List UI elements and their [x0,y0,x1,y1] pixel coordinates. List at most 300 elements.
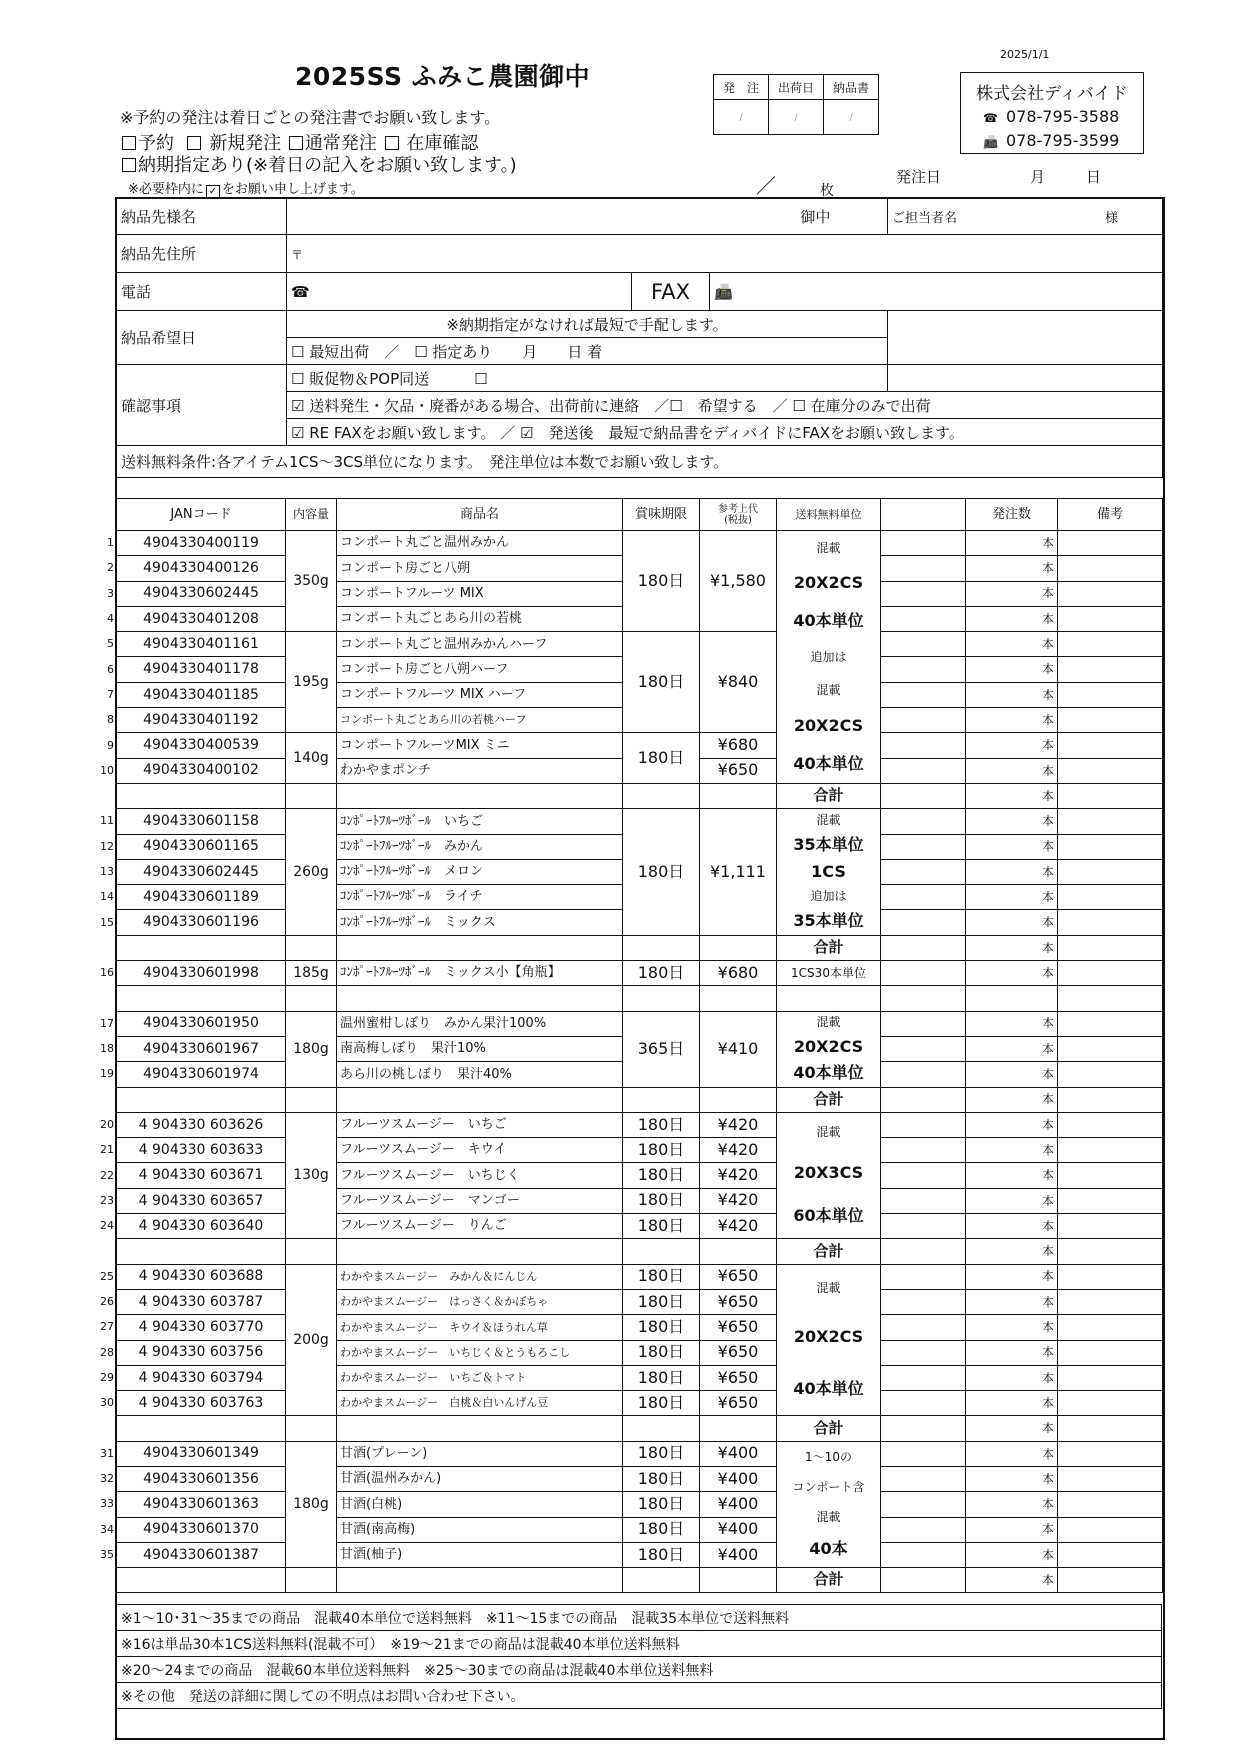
blank-cell[interactable] [881,1441,966,1466]
remarks-cell[interactable] [1058,708,1163,733]
remarks-cell[interactable] [1058,1239,1163,1264]
remarks-cell[interactable] [1058,556,1163,581]
blank-cell[interactable] [881,1036,966,1061]
table-row [117,1466,1163,1491]
price: ¥410 [700,1011,777,1087]
blank-cell[interactable] [881,1340,966,1365]
table-row [117,1011,1163,1036]
blank-cell[interactable] [881,657,966,682]
option-normal-order: 通常発注 [304,133,377,154]
table-row [117,531,1163,556]
header-remarks: 備考 [1058,499,1163,531]
blank-cell[interactable] [881,834,966,859]
blank-cell[interactable] [881,910,966,935]
expiry: 180日 [623,1542,700,1567]
order-qty-cell[interactable]: 本 [966,1112,1058,1137]
blank-cell[interactable] [881,758,966,783]
blank-cell[interactable] [881,1466,966,1491]
blank-cell[interactable] [881,1264,966,1289]
remarks-cell[interactable] [1058,581,1163,606]
pages-slash: ／ [756,174,776,198]
order-qty-cell[interactable]: 本 [966,682,1058,707]
product-name: 甘酒(温州みかん) [337,1466,623,1491]
remarks-cell[interactable] [1058,758,1163,783]
order-qty-cell[interactable]: 本 [966,606,1058,631]
order-qty-cell[interactable]: 本 [966,1138,1058,1163]
blank-cell[interactable] [881,1568,966,1593]
jan-code: 4 904330 603671 [117,1163,286,1188]
product-name: わかやまスムージー みかん＆にんじん [337,1264,623,1289]
product-name: ｺﾝﾎﾟｰﾄﾌﾙｰﾂﾎﾞｰﾙ ライチ [337,885,623,910]
header-order-qty: 発注数 [966,499,1058,531]
remarks-cell[interactable] [1058,1163,1163,1188]
product-name: 甘酒(柚子) [337,1542,623,1567]
contact-person-field[interactable]: ご担当者名 様 [888,199,1163,235]
blank-cell [623,1416,700,1441]
price: ¥400 [700,1492,777,1517]
jan-code: 4904330601356 [117,1466,286,1491]
address-label: 納品先住所 [117,235,287,273]
option-stock-check: 在庫確認 [406,133,479,154]
price: ¥1,580 [700,531,777,632]
remarks-cell[interactable] [1058,1340,1163,1365]
order-qty-cell[interactable]: 本 [966,556,1058,581]
remarks-cell[interactable] [1058,682,1163,707]
blank-cell[interactable] [881,1062,966,1087]
blank-cell[interactable] [881,1188,966,1213]
blank-cell[interactable] [881,1365,966,1390]
order-qty-cell[interactable]: 本 [966,1264,1058,1289]
row-number: 33 [100,1497,114,1511]
jan-code: 4904330601974 [117,1062,286,1087]
blank-cell[interactable] [881,531,966,556]
order-qty-cell[interactable]: 本 [966,531,1058,556]
expiry: 180日 [623,809,700,935]
remarks-cell[interactable] [1058,632,1163,657]
expiry: 180日 [623,1517,700,1542]
product-name: あら川の桃しぼり 果汁40% [337,1062,623,1087]
remarks-cell[interactable] [1058,1315,1163,1340]
product-name: コンポート丸ごとあら川の若桃 [337,606,623,631]
price: ¥650 [700,1391,777,1416]
header-ship-unit: 送料無料単位 [777,499,881,531]
jan-code: 4904330401178 [117,657,286,682]
ship-unit-box: 混載 20X2CS 40本単位 追加は 混載 20X2CS 40本単位 [793,540,864,773]
expiry: 180日 [623,1466,700,1491]
required-note: ※必要枠内に ✓ をお願い申し上げます。 [128,182,364,197]
order-qty-cell[interactable]: 本 [966,1466,1058,1491]
blank-cell[interactable] [881,1315,966,1340]
total-qty-cell[interactable]: 本 [966,783,1058,808]
total-row [117,1087,1163,1112]
order-qty-cell[interactable]: 本 [966,733,1058,758]
total-row [117,935,1163,960]
blank-cell[interactable] [881,1542,966,1567]
stamp-cell[interactable]: / [769,100,824,135]
row-number: 35 [100,1548,114,1562]
blank-cell [286,1087,337,1112]
product-name: コンポートフルーツMIX ミニ [337,733,623,758]
order-qty-cell[interactable]: 本 [966,1036,1058,1061]
remarks-cell[interactable] [1058,1416,1163,1441]
row-number: 28 [100,1345,114,1359]
order-qty-cell[interactable]: 本 [966,910,1058,935]
jan-code: 4904330401185 [117,682,286,707]
table-row [117,1340,1163,1365]
row-number: 17 [100,1016,114,1030]
total-qty-cell[interactable]: 本 [966,1239,1058,1264]
table-row [117,1517,1163,1542]
remarks-cell[interactable] [1058,1087,1163,1112]
remarks-cell[interactable] [1058,1391,1163,1416]
order-qty-cell[interactable]: 本 [966,1441,1058,1466]
blank-cell [337,1087,623,1112]
order-qty-cell[interactable]: 本 [966,1062,1058,1087]
remarks-cell[interactable] [1058,606,1163,631]
table-row [117,1112,1163,1137]
blank-cell[interactable] [881,1163,966,1188]
remarks-cell[interactable] [1058,961,1163,986]
total-row [117,783,1163,808]
order-qty-cell[interactable]: 本 [966,1492,1058,1517]
jan-code: 4 904330 603640 [117,1214,286,1239]
ship-unit [777,1112,881,1238]
remarks-cell[interactable] [1058,1542,1163,1567]
remarks-cell[interactable] [1058,1036,1163,1061]
product-name: ｺﾝﾎﾟｰﾄﾌﾙｰﾂﾎﾞｰﾙ ミックス小【角瓶】 [337,961,623,986]
blank-cell [700,1239,777,1264]
row-number: 23 [100,1193,114,1207]
remarks-cell[interactable] [1058,809,1163,834]
ship-unit [777,809,881,935]
total-row [117,1239,1163,1264]
table-row [117,1315,1163,1340]
total-qty-cell[interactable]: 本 [966,935,1058,960]
expiry: 180日 [623,1214,700,1239]
row-number: 3 [107,586,114,600]
delivery-extra-field[interactable] [888,311,1163,365]
phone-field[interactable] [287,273,632,311]
blank-cell [623,1087,700,1112]
expiry: 180日 [623,1492,700,1517]
row-number: 8 [107,713,114,727]
confirm-row-contact[interactable]: ☑ 送料発生・欠品・廃番がある場合、出荷前に連絡 ／☐ 希望する ／ ☐ 在庫分のみで出荷 [287,392,1163,419]
blank-cell[interactable] [881,1239,966,1264]
product-name: 甘酒(南高梅) [337,1517,623,1542]
blank-cell[interactable] [881,733,966,758]
blank-cell[interactable] [881,1492,966,1517]
blank-cell [966,986,1058,1011]
product-name: わかやまスムージー はっさく＆かぼちゃ [337,1289,623,1314]
total-label: 合計 [777,1568,881,1593]
order-qty-cell[interactable]: 本 [966,1315,1058,1340]
blank-cell[interactable] [881,556,966,581]
document-date: 2025/1/1 [1000,48,1050,61]
price: ¥650 [700,758,777,783]
order-qty-cell[interactable]: 本 [966,1340,1058,1365]
total-qty-cell[interactable]: 本 [966,1568,1058,1593]
stamp-header-invoice: 納品書 [824,75,879,100]
checkbox-icon[interactable] [289,136,303,150]
product-name: ｺﾝﾎﾟｰﾄﾌﾙｰﾂﾎﾞｰﾙ ミックス [337,910,623,935]
blank-cell [337,1239,623,1264]
remarks-cell[interactable] [1058,1492,1163,1517]
blank-cell[interactable] [881,632,966,657]
row-number: 11 [100,814,114,828]
order-qty-cell[interactable]: 本 [966,1365,1058,1390]
order-qty-cell[interactable]: 本 [966,657,1058,682]
order-qty-cell[interactable]: 本 [966,834,1058,859]
product-name: コンポート丸ごと温州みかんハーフ [337,632,623,657]
remarks-cell[interactable] [1058,657,1163,682]
option-new-order: 新規発注 [209,133,282,154]
price: ¥400 [700,1441,777,1466]
order-qty-cell[interactable]: 本 [966,1214,1058,1239]
postal-icon: 〒 [291,247,304,262]
expiry: 180日 [623,632,700,733]
remarks-cell[interactable] [1058,733,1163,758]
remarks-cell[interactable] [1058,1214,1163,1239]
order-qty-cell[interactable]: 本 [966,1517,1058,1542]
blank-cell[interactable] [881,1087,966,1112]
blank-cell[interactable] [881,1416,966,1441]
jan-code: 4904330601387 [117,1542,286,1567]
order-qty-cell[interactable]: 本 [966,632,1058,657]
confirm-row-refax[interactable]: ☑ RE FAXをお願い致します。 ／ ☑ 発送後 最短で納品書をディバイドにFAXをお願い致します。 [287,419,1163,446]
order-qty-cell[interactable]: 本 [966,885,1058,910]
dest-name-field[interactable]: 御中 [287,199,888,235]
blank-cell[interactable] [881,708,966,733]
total-label: 合計 [777,1416,881,1441]
row-number: 19 [100,1067,114,1081]
order-qty-cell[interactable]: 本 [966,581,1058,606]
blank-cell[interactable] [881,1517,966,1542]
volume: 185g [286,961,337,986]
expiry: 180日 [623,961,700,986]
note-line: ※20～24までの商品 混載60本単位送料無料 ※25～30までの商品は混載40本単位送料無料 [117,1657,1162,1683]
stamp-header-order: 発 注 [714,75,769,100]
volume: 260g [286,809,337,935]
product-name: ｺﾝﾎﾟｰﾄﾌﾙｰﾂﾎﾞｰﾙ いちご [337,809,623,834]
order-qty-cell[interactable]: 本 [966,1391,1058,1416]
header-blank [881,499,966,531]
remarks-cell[interactable] [1058,1289,1163,1314]
remarks-cell[interactable] [1058,1138,1163,1163]
note-line: ※16は単品30本1CS送料無料(混載不可） ※19～21までの商品は混載40本単位送料無料 [117,1631,1162,1657]
table-row [117,1492,1163,1517]
checkbox-icon[interactable] [385,136,399,150]
order-qty-cell[interactable]: 本 [966,708,1058,733]
blank-cell [117,1416,286,1441]
jan-code: 4 904330 603688 [117,1264,286,1289]
blank-cell [286,1568,337,1593]
blank-cell [700,935,777,960]
address-field[interactable] [287,235,1163,273]
row-number: 22 [100,1168,114,1182]
row-number: 6 [107,662,114,676]
fax-field[interactable] [710,273,1163,311]
product-name: わかやまスムージー キウイ＆ほうれん草 [337,1315,623,1340]
order-qty-cell[interactable]: 本 [966,859,1058,884]
shipping-condition: 送料無料条件:各アイテム1CS～3CS単位になります。 発注単位は本数でお願い致します。 [117,446,1163,478]
remarks-cell[interactable] [1058,1011,1163,1036]
volume: 350g [286,531,337,632]
confirm-label: 確認事項 [117,365,287,446]
checkbox-icon[interactable] [122,136,136,150]
product-name: コンポート房ごと八朔 [337,556,623,581]
row-number: 31 [100,1446,114,1460]
blank-cell[interactable] [881,682,966,707]
blank-cell[interactable] [881,581,966,606]
remarks-cell[interactable] [1058,1441,1163,1466]
blank-cell [117,986,286,1011]
jan-code: 4 904330 603657 [117,1188,286,1213]
product-name: コンポートフルーツ MIX ハーフ [337,682,623,707]
order-qty-cell[interactable]: 本 [966,1289,1058,1314]
remarks-cell[interactable] [1058,531,1163,556]
blank-cell [117,935,286,960]
volume: 180g [286,1011,337,1087]
price: ¥680 [700,961,777,986]
order-qty-cell[interactable]: 本 [966,1163,1058,1188]
blank-cell[interactable] [881,1391,966,1416]
ship-unit-box: 混載 20X3CS 60本単位 [793,1125,864,1226]
table-row [117,1163,1163,1188]
order-qty-cell[interactable]: 本 [966,758,1058,783]
expiry: 180日 [623,1365,700,1390]
product-name: フルーツスムージー いちご [337,1112,623,1137]
remarks-cell[interactable] [1058,885,1163,910]
ship-unit [777,1011,881,1087]
product-name: コンポート丸ごと温州みかん [337,531,623,556]
remarks-cell[interactable] [1058,1517,1163,1542]
blank-cell[interactable] [881,606,966,631]
blank-cell[interactable] [881,859,966,884]
row-number: 15 [100,915,114,929]
blank-cell [337,783,623,808]
order-qty-cell[interactable]: 本 [966,961,1058,986]
order-date-label: 発注日 [896,168,942,186]
price: ¥400 [700,1466,777,1491]
blank-cell[interactable] [881,885,966,910]
remarks-cell[interactable] [1058,834,1163,859]
blank-cell[interactable] [881,961,966,986]
table-row [117,961,1163,986]
jan-code: 4904330400102 [117,758,286,783]
jan-code: 4 904330 603756 [117,1340,286,1365]
volume: 140g [286,733,337,784]
blank-cell [337,1568,623,1593]
total-label: 合計 [777,1239,881,1264]
expiry: 180日 [623,1163,700,1188]
table-row [117,733,1163,758]
remarks-cell[interactable] [1058,783,1163,808]
spacer-row [117,986,1163,1011]
remarks-cell[interactable] [1058,1112,1163,1137]
remarks-cell[interactable] [1058,1188,1163,1213]
remarks-cell[interactable] [1058,859,1163,884]
order-qty-cell[interactable]: 本 [966,1188,1058,1213]
checkbox-icon[interactable] [122,158,136,172]
day-label: 日 [1086,168,1102,186]
header-price: 参考上代 (税抜) [700,499,777,531]
order-qty-cell[interactable]: 本 [966,1011,1058,1036]
remarks-cell[interactable] [1058,910,1163,935]
pages-unit: 枚 [820,183,834,199]
blank-cell[interactable] [881,809,966,834]
row-number: 27 [100,1320,114,1334]
jan-code: 4904330401208 [117,606,286,631]
remarks-cell[interactable] [1058,935,1163,960]
blank-cell[interactable] [881,1138,966,1163]
confirm-row-pop[interactable]: ☐ 販促物＆POP同送 ☐ [287,365,888,392]
row-number: 2 [107,561,114,575]
note-line: ※1～10･31～35までの商品 混載40本単位で送料無料 ※11～15までの商品 混載35本単位で送料無料 [117,1605,1162,1631]
remarks-cell[interactable] [1058,1062,1163,1087]
dest-name-label: 納品先様名 [117,199,287,235]
jan-code: 4 904330 603770 [117,1315,286,1340]
blank-cell[interactable] [881,1112,966,1137]
blank-cell [623,986,700,1011]
confirm-extra-field[interactable] [888,365,1163,392]
stamp-header-ship-date: 出荷日 [769,75,824,100]
reservation-note: ※予約の発注は着日ごとの発注書でお願い致します。 [120,108,501,127]
product-name: フルーツスムージー いちじく [337,1163,623,1188]
remarks-cell[interactable] [1058,1365,1163,1390]
row-number: 21 [100,1143,114,1157]
checkbox-icon[interactable] [187,136,201,150]
delivery-option-row[interactable]: ☐ 最短出荷 ／ ☐ 指定あり 月 日 着 [287,338,888,365]
blank-cell[interactable] [881,783,966,808]
remarks-cell[interactable] [1058,1466,1163,1491]
product-name: 温州蜜柑しぼり みかん果汁100% [337,1011,623,1036]
price: ¥420 [700,1214,777,1239]
table-row [117,1264,1163,1289]
stamp-cell[interactable]: / [824,100,879,135]
row-number: 10 [100,763,114,777]
remarks-cell[interactable] [1058,1568,1163,1593]
product-name: 南高梅しぼり 果汁10% [337,1036,623,1061]
order-qty-cell[interactable]: 本 [966,1542,1058,1567]
blank-cell [700,783,777,808]
blank-cell [117,783,286,808]
remarks-cell[interactable] [1058,1264,1163,1289]
order-qty-cell[interactable]: 本 [966,809,1058,834]
blank-cell[interactable] [881,1214,966,1239]
stamp-cell[interactable]: / [714,100,769,135]
total-qty-cell[interactable]: 本 [966,1416,1058,1441]
row-number: 4 [107,612,114,626]
product-name: コンポート房ごと八朔ハーフ [337,657,623,682]
checkmark-icon: ✓ [206,185,220,199]
price: ¥840 [700,632,777,733]
ship-unit [777,1441,881,1567]
row-number: 29 [100,1370,114,1384]
jan-code: 4904330602445 [117,581,286,606]
jan-code: 4904330601189 [117,885,286,910]
blank-cell[interactable] [881,1289,966,1314]
delivery-date-label: 納品希望日 [117,311,287,365]
blank-cell[interactable] [881,1011,966,1036]
volume: 195g [286,632,337,733]
product-name: 甘酒(プレーン) [337,1441,623,1466]
header-volume: 内容量 [286,499,337,531]
product-name: 甘酒(白桃) [337,1492,623,1517]
blank-cell[interactable] [881,935,966,960]
table-row [117,1289,1163,1314]
total-qty-cell[interactable]: 本 [966,1087,1058,1112]
blank-cell [1058,986,1163,1011]
